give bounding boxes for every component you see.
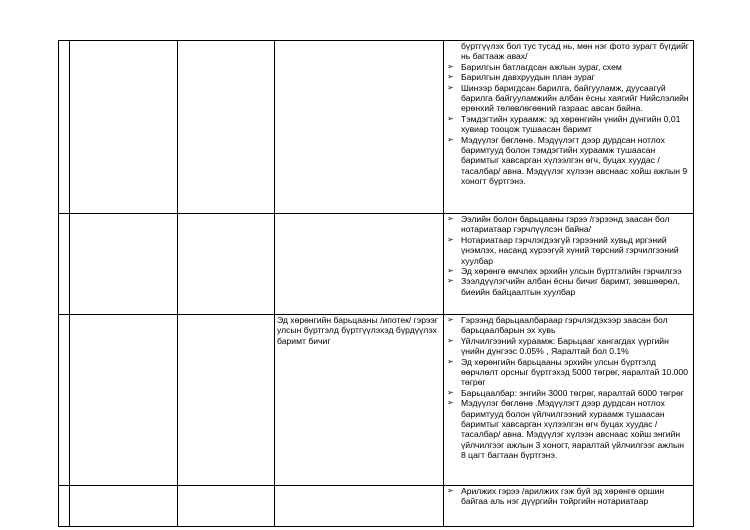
table-cell-service — [70, 315, 178, 486]
list-item-text: Гэрээнд барьцаалбараар гэрчлэгдэхээр заасан бол барьцаалбарын эх хувь — [461, 315, 668, 336]
table-cell-subservice — [178, 315, 275, 486]
list-item-text: Үйлчилгээний хураамж: Барьцааг хангагдах үүргийн үнийн дүнгээс 0.05% , Яаралтай бол 0.1% — [461, 335, 669, 357]
table-row — [59, 214, 694, 315]
table-cell-index — [59, 41, 70, 214]
list-item-text: Мэдүүлэг бөглөнө. Мэдүүлэгт дээр дурдсан нотлох баримтууд болон тэмдэгтийн хураамж тушаасан баримтыг хавсарган хүлээлгэн өгч, буцах хуудас /тасалбар/ авна. Мэдүүлэг хүлээн авснаас хойш ажлын 9 хоногт бүртгэнэ. — [461, 134, 688, 187]
table-cell-title: Эд хөрөнгийн барьцааны /ипотек/ гэрээг улсын бүртгэлд бүртгүүлэхэд бүрдүүлэх баримт бичиг — [275, 315, 444, 486]
arrow-bullet-icon: ➢ — [447, 335, 454, 345]
list-item-text: Мэдүүлэг бөглөнө .Мэдүүлэгт дээр дурдсан нотлох баримтууд болон үйлчилгээний хураамж тушаасан баримтыг хавсарган хүлээлгэн өгч буцах хуудас /тасалбар/ авна. Мэдүүлэг хүлээн авснаас хойш энгийн үйлчилгээг ажлын 3 хоногт, яаралтай үйлчилгээг ажлын 8 цагт багтаан бүртгэнэ. — [461, 398, 684, 461]
list-item — [446, 388, 691, 398]
table-cell-service — [70, 41, 178, 214]
table-row — [59, 315, 694, 486]
requirement-list — [446, 41, 691, 187]
list-item — [446, 114, 691, 135]
list-item-text: Шинээр баригдсан барилга, байгууламж, дуусаагүй барилга байгууламжийн албан ёсны хаягийг Нийслэлийн ерөнхий төлөвлөгөөний газраас авсан байна. — [461, 82, 689, 114]
arrow-bullet-icon: ➢ — [447, 134, 454, 144]
table-cell-index — [59, 486, 70, 527]
list-item-text: Тэмдэгтийн хураамж: эд хөрөнгийн үнийн дүнгийн 0,01 хувиар тооцож тушаасан баримт — [461, 113, 681, 135]
list-item-text: Ээлийн болон барьцааны гэрээ /гэрээнд заасан бол нотариатаар гэрчлүүлсэн байна/ — [461, 214, 670, 235]
table-cell-requirements — [444, 486, 694, 527]
list-item-text: Эд хөрөнгө өмчлөх эрхийн улсын бүртгэлийн гэрчилгээ — [461, 266, 682, 277]
requirement-list — [446, 315, 691, 461]
requirement-list — [446, 486, 691, 507]
table-cell-requirements — [444, 41, 694, 214]
list-item — [446, 266, 691, 276]
list-item — [446, 357, 691, 388]
list-item — [446, 486, 691, 507]
requirement-list — [446, 214, 691, 297]
arrow-bullet-icon: ➢ — [447, 356, 454, 366]
list-item-text: Барьцаалбар: энгийн 3000 төгрөг, яаралтай 6000 төгрөг — [461, 387, 684, 398]
table-cell-title — [275, 486, 444, 527]
arrow-bullet-icon: ➢ — [447, 72, 454, 82]
arrow-bullet-icon: ➢ — [447, 276, 454, 286]
list-item — [446, 72, 691, 82]
arrow-bullet-icon: ➢ — [447, 398, 454, 408]
table-cell-service — [70, 214, 178, 315]
arrow-bullet-icon: ➢ — [447, 214, 454, 223]
table-cell-index — [59, 214, 70, 315]
list-item-text: Нотариатаар гэрчлэгдээгүй гэрээний хувьд иргэний үнэмлэх, насанд хүрээгүй хүний төрсний гэрчилгээний хуулбар — [461, 234, 679, 266]
arrow-bullet-icon: ➢ — [447, 387, 454, 397]
list-item-text: Барилгын давхруудын план зураг — [461, 72, 595, 83]
table-cell-requirements — [444, 315, 694, 486]
list-item — [446, 41, 691, 62]
table-row — [59, 486, 694, 527]
list-item-text: Зээлдүүлэгчийн албан ёсны бичиг баримт, зөвшөөрөл, биеийн байцаалтын хуулбар — [461, 276, 680, 297]
arrow-bullet-icon: ➢ — [447, 315, 454, 324]
table-cell-requirements — [444, 214, 694, 315]
table-cell-subservice — [178, 486, 275, 527]
list-item — [446, 62, 691, 72]
table-row — [59, 41, 694, 214]
arrow-bullet-icon: ➢ — [447, 266, 454, 276]
list-item-text: Барилгын батлагдсан ажлын зураг, схем — [461, 61, 622, 72]
arrow-bullet-icon: ➢ — [447, 82, 454, 92]
arrow-bullet-icon: ➢ — [447, 61, 454, 71]
table-cell-service — [70, 486, 178, 527]
list-item-text: Арилжих гэрээ /арилжих гэж буй эд хөрөнгө оршин байгаа аль нэг дүүргийн тойргийн нотариатаар — [461, 486, 665, 507]
list-item — [446, 83, 691, 114]
list-item — [446, 214, 691, 235]
table-cell-title — [275, 214, 444, 315]
list-item — [446, 336, 691, 357]
table-body — [59, 41, 694, 527]
table-cell-subservice — [178, 214, 275, 315]
list-item — [446, 235, 691, 266]
list-item-text: Эд хөрөнгийн барьцааны эрхийн улсын бүртгэлд өөрчлөлт орсныг бүртгэхэд 5000 төгрөг, яаралтай 10.000 төгрөг — [461, 356, 688, 388]
arrow-bullet-icon: ➢ — [447, 113, 454, 123]
arrow-bullet-icon: ➢ — [447, 486, 454, 495]
list-item-text: бүртгүүлэх бол тус тусад нь, мөн нэг фото зурагт бүгдийг нь багтааж авах/ — [461, 41, 689, 62]
table-cell-subservice — [178, 41, 275, 214]
list-item — [446, 398, 691, 460]
table-cell-index — [59, 315, 70, 486]
list-item — [446, 315, 691, 336]
list-item — [446, 135, 691, 187]
arrow-bullet-icon: ➢ — [447, 234, 454, 244]
requirements-table — [58, 40, 694, 527]
table-cell-title — [275, 41, 444, 214]
list-item — [446, 276, 691, 297]
